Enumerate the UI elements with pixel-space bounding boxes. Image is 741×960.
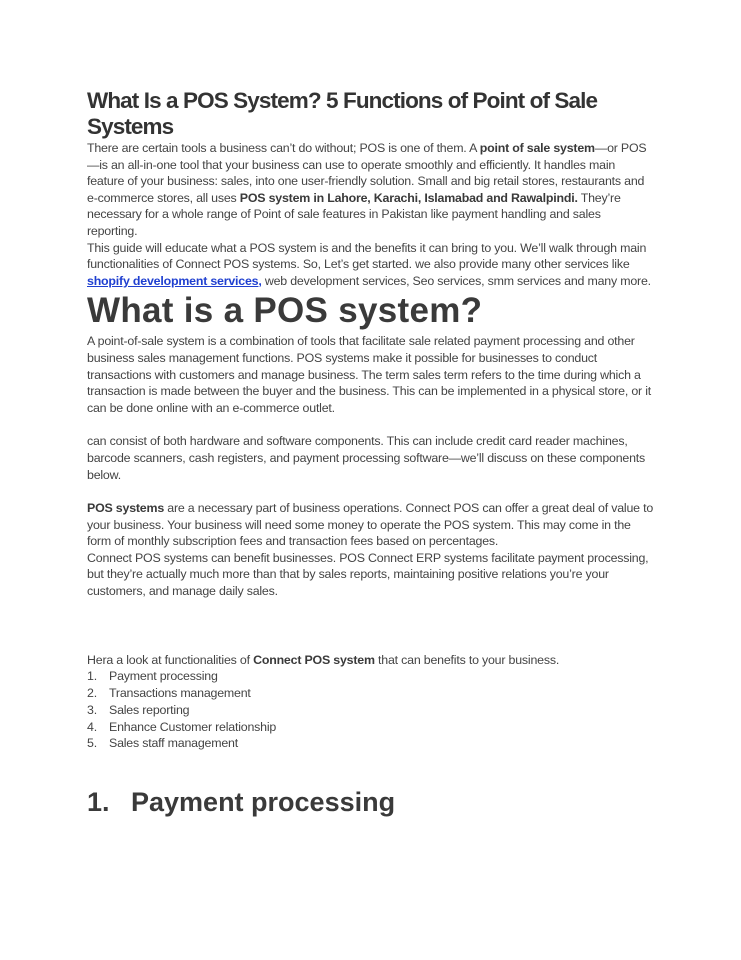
list-number: 3. [87, 702, 97, 717]
list-label: Payment processing [109, 669, 218, 684]
list-item [87, 735, 653, 752]
section1-paragraph-4: Connect POS systems can benefit businesses. POS Connect ERP systems facilitate payment processing, but they’re actually much more than that by sales reports, maintaining positive relations you’re your customers, and manage daily sales. [87, 550, 649, 599]
list-item [87, 702, 653, 719]
paragraph-text: Hera a look at functionalities of [87, 652, 254, 667]
paragraph-spacer [87, 416, 653, 433]
list-item [87, 685, 653, 702]
section-heading-payment-processing [87, 786, 653, 818]
list-number: 4. [87, 719, 97, 734]
list-item [87, 719, 653, 736]
list-number: 5. [87, 736, 97, 751]
section-spacer [87, 600, 653, 652]
bold-pos-systems: POS systems [87, 501, 165, 516]
intro-paragraph-1 [87, 140, 653, 240]
intro-text: This guide will educate what a POS system is and the benefits it can bring to you. We’ll walk through main functionalities of Connect POS systems. So, Let’s get started. we also provide many other services like [87, 240, 647, 272]
section1-paragraph-2: can consist of both hardware and software components. This can include credit card reader machines, barcode scanners, cash registers, and payment processing software—we’ll discuss on these components below. [87, 434, 646, 482]
intro-bold-cities: POS system in Lahore, Karachi, Islamabad and Rawalpindi. [239, 190, 578, 205]
section-number: 1. [87, 787, 110, 818]
intro-text: —or POS—is an all-in-one tool that your business can use to operate smoothly and efficiently. It handles main feature of your business: sales, into one user-friendly solution. Small and big retail stores, restaurants and e-commerce stores, all uses [87, 141, 647, 205]
intro-paragraph-2 [87, 240, 653, 290]
list-number: 2. [87, 686, 97, 701]
paragraph-text: are a necessary part of business operations. Connect POS can offer a great deal of value to your business. Your business will need some money to operate the POS system. This may come in the form of monthly subscription fees and transaction fees based on percentages. [87, 501, 654, 549]
section1-paragraph-3 [87, 500, 653, 550]
list-number: 1. [87, 669, 97, 684]
list-label: Enhance Customer relationship [109, 719, 277, 734]
list-item [87, 668, 653, 685]
section1-paragraph-1: A point-of-sale system is a combination of tools that facilitate sale related payment processing and other business sales management functions. POS systems make it possible for businesses to conduct transactions with customers and manage business. The term sales term refers to the time during which a transaction is made between the buyer and the business. This can be implemented in a physical store, or it can be done online with an e-commerce outlet. [87, 334, 652, 415]
intro-bold-pos: point of sale system [479, 141, 595, 155]
paragraph-text: that can benefits to your business. [374, 652, 560, 667]
list-label: Transactions management [109, 686, 251, 701]
shopify-development-link[interactable]: shopify development services, [87, 273, 262, 288]
article-title: What Is a POS System? 5 Functions of Point of Sale Systems [87, 88, 598, 139]
intro-text: They’re necessary for a whole range of Point of sale features in Pakistan like payment handling and sales reporting. [87, 190, 621, 238]
functions-list [87, 668, 653, 752]
intro-text: There are certain tools a business can’t do without; POS is one of them. A [87, 141, 480, 155]
article-body [87, 88, 653, 818]
paragraph-spacer [87, 483, 653, 500]
list-label: Sales staff management [109, 736, 238, 751]
functions-intro [87, 652, 653, 669]
section-heading-what-is-pos: What is a POS system? [87, 291, 483, 331]
bold-connect-pos: Connect POS system [253, 652, 375, 667]
list-label: Sales reporting [109, 702, 190, 717]
section-spacer [87, 752, 653, 786]
section-title: Payment processing [131, 787, 396, 818]
intro-text: web development services, Seo services, smm services and many more. [261, 273, 651, 288]
